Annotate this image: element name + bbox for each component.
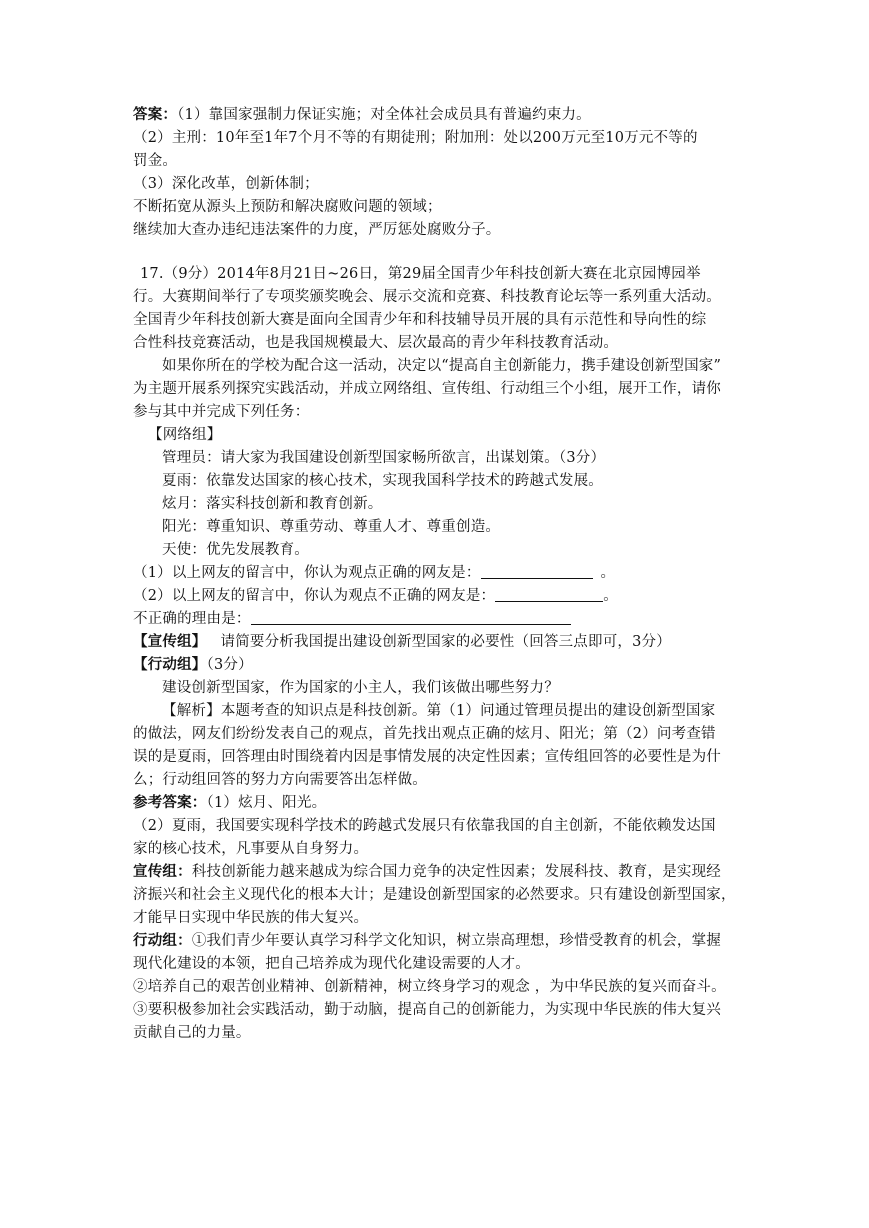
answer16-line2: （2）主刑：10年至1年7个月不等的有期徒刑；附加刑：处以200万元至10万元不等的 (133, 130, 698, 146)
action-answer-line1: 行动组：①我们青少年要认真学习科学文化知识，树立崇高理想，珍惜受教育的机会，掌握 (133, 932, 722, 949)
answer-blank-1[interactable] (481, 564, 593, 579)
analysis-label: 【解析】 (162, 703, 221, 719)
answer16-line5: 不断拓宽从源头上预防和解决腐败问题的领域； (133, 199, 442, 215)
action-answer-line2: 现代化建设的本领，把自己培养成为现代化建设需要的人才。 (133, 956, 530, 972)
action-answer-line5: 贡献自己的力量。 (133, 1025, 251, 1041)
question17-line2: 行。大赛期间举行了专项奖颁奖晚会、展示交流和竞赛、科技教育论坛等一系列重大活动。 (133, 289, 721, 305)
publicity-group-task: 【宣传组】 请简要分析我国提出建设创新型国家的必要性（回答三点即可，3分） (133, 633, 671, 650)
reason-line: 不正确的理由是： (133, 609, 571, 629)
publicity-answer-line3: 才能早日实现中华民族的伟大复兴。 (133, 910, 369, 926)
action-group-title: 【行动组】（3分） (133, 656, 253, 673)
answer16-line1: 答案：（1）靠国家强制力保证实施；对全体社会成员具有普遍约束力。 (133, 106, 591, 123)
answer-blank-reason[interactable] (251, 610, 571, 625)
answer16-line3: 罚金。 (133, 153, 178, 169)
network-group-title: 【网络组】 (148, 427, 222, 443)
question17-line5: 如果你所在的学校为配合这一活动，决定以“提高自主创新能力，携手建设创新型国家” (162, 358, 722, 374)
answer-label: 答案： (133, 106, 178, 123)
reference-answer-line3: 家的核心技术，凡事要从自身努力。 (133, 841, 369, 857)
post-xuanyue: 炫月：落实科技创新和教育创新。 (162, 496, 383, 512)
reference-answer-label: 参考答案： (133, 794, 207, 811)
post-xiayu: 夏雨：依靠发达国家的核心技术，实现我国科学技术的跨越式发展。 (162, 473, 603, 489)
sub-question-1: （1）以上网友的留言中，你认为观点正确的网友是： 。 (133, 565, 616, 581)
analysis-line4: 么；行动组回答的努力方向需要答出怎样做。 (133, 772, 427, 788)
question17-line4: 合性科技竞赛活动，也是我国规模最大、层次最高的青少年科技教育活动。 (133, 335, 619, 351)
publicity-answer-line2: 济振兴和社会主义现代化的根本大计；是建设创新型国家的必然要求。只有建设创新型国家， (133, 887, 736, 903)
publicity-answer-line1: 宣传组：科技创新能力越来越成为综合国力竞争的决定性因素；发展科技、教育，是实现经 (133, 863, 722, 880)
action-group-task: 建设创新型国家，作为国家的小主人，我们该做出哪些努力？ (162, 680, 559, 696)
answer16-line4: （3）深化改革，创新体制； (133, 176, 319, 192)
post-admin: 管理员：请大家为我国建设创新型国家畅所欲言，出谋划策。（3分） (162, 450, 606, 466)
reference-answer-line1: 参考答案：（1）炫月、阳光。 (133, 794, 327, 811)
reference-answer-line2: （2）夏雨，我国要实现科学技术的跨越式发展只有依靠我国的自主创新，不能依赖发达国 (133, 818, 716, 834)
question17-line6: 为主题开展系列探究实践活动，并成立网络组、宣传组、行动组三个小组，展开工作，请你 (133, 381, 721, 397)
sub-question-2: （2）以上网友的留言中，你认为观点不正确的网友是： 。 (133, 588, 618, 604)
analysis-line1: 【解析】本题考查的知识点是科技创新。第（1）问通过管理员提出的建设创新型国家 (162, 703, 716, 719)
action-answer-line4: ③要积极参加社会实践活动，勤于动脑，提高自己的创新能力，为实现中华民族的伟大复兴 (133, 1002, 721, 1018)
action-answer-line3: ②培养自己的艰苦创业精神、创新精神，树立终身学习的观念 ，为中华民族的复兴而奋斗。 (133, 979, 726, 995)
publicity-answer-label: 宣传组： (133, 863, 192, 880)
answer16-line6: 继续加大查办违纪违法案件的力度，严厉惩处腐败分子。 (133, 222, 501, 238)
action-answer-label: 行动组： (133, 932, 192, 949)
question17-line1: 17.（9分）2014年8月21日~26日，第29届全国青少年科技创新大赛在北京园博园举 (140, 266, 701, 282)
post-yangguang: 阳光：尊重知识、尊重劳动、尊重人才、尊重创造。 (162, 519, 501, 535)
question17-line3: 全国青少年科技创新大赛是面向全国青少年和科技辅导员开展的具有示范性和导向性的综 (133, 312, 707, 328)
answer-blank-2[interactable] (495, 587, 603, 602)
question17-line7: 参与其中并完成下列任务： (133, 404, 310, 420)
post-tianshi: 天使：优先发展教育。 (162, 542, 309, 558)
analysis-line2: 的做法，网友们纷纷发表自己的观点，首先找出观点正确的炫月、阳光；第（2）问考查错 (133, 726, 716, 742)
analysis-line3: 误的是夏雨，回答理由时围绕着内因是事情发展的决定性因素；宣传组回答的必要性是为什 (133, 749, 721, 765)
